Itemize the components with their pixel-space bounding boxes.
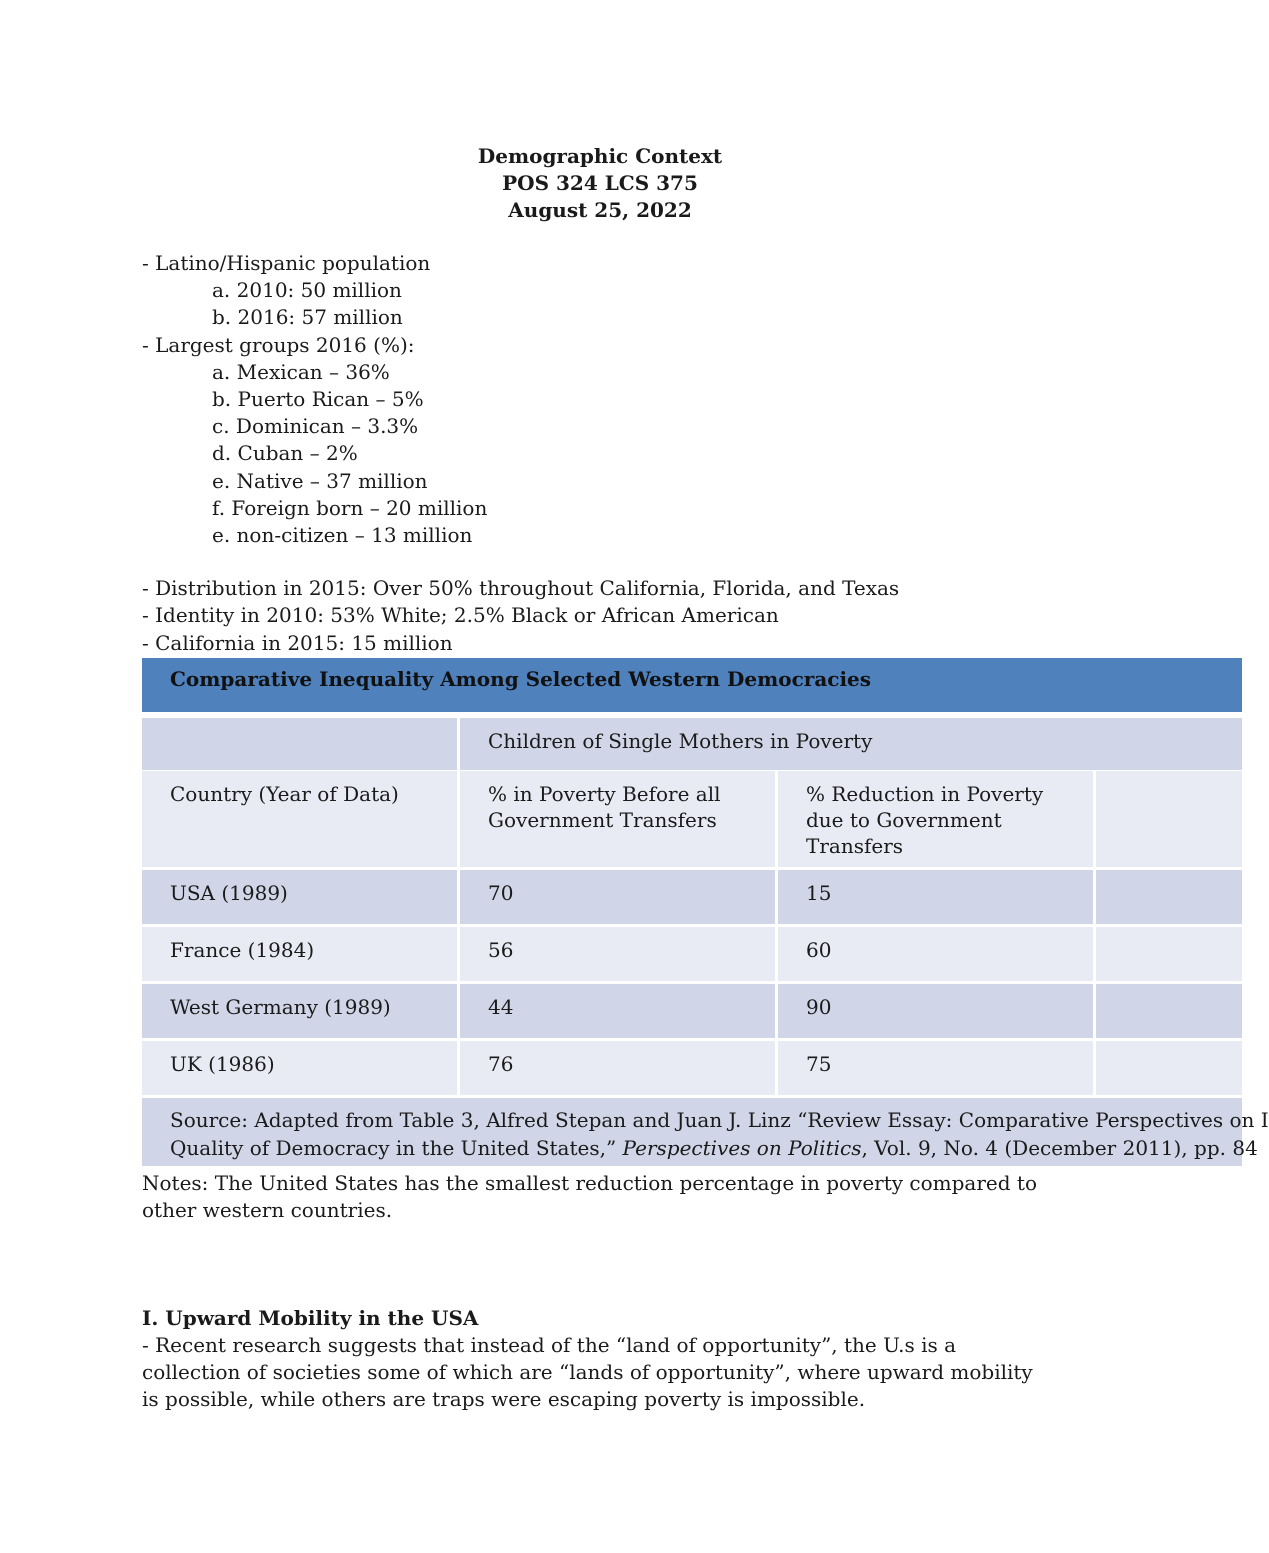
group-item: e. non-citizen – 13 million [212,523,473,548]
country-cell: USA (1989) [142,870,457,924]
source-text: Quality of Democracy in the United States,” [170,1136,617,1160]
source-line: Source: Adapted from Table 3, Alfred Stepan and Juan J. Linz “Review Essay: Comparative Perspectives on I [170,1108,1269,1132]
group-item: c. Dominican – 3.3% [212,414,419,439]
before-cell: 70 [460,870,775,924]
table-column-header-row [142,771,1242,867]
table-row [142,984,1242,1038]
journal-title: Perspectives on Politics [616,1136,862,1160]
table-notes: Notes: The United States has the smallest reduction percentage in poverty compared to other western countries. [142,1171,1037,1222]
group-item: e. Native – 37 million [212,468,428,493]
document-title: Demographic Context [477,144,723,168]
table-row [142,870,1242,924]
column-header-country: Country (Year of Data) [142,771,457,867]
table-cell [1096,984,1242,1038]
table-row [142,927,1242,981]
before-cell: 56 [460,927,775,981]
column-header-before: % in Poverty Before all Government Transfers [460,771,775,867]
course-code: POS 324 LCS 375 [502,171,698,195]
group-item: f. Foreign born – 20 million [212,495,488,520]
reduction-cell: 75 [778,1041,1093,1095]
section-heading: I. Upward Mobility in the USA [142,1306,479,1330]
table-group-header-row [142,718,1242,770]
table-row [142,1041,1242,1095]
bullet-list [142,250,899,657]
population-item: a. 2010: 50 million [212,278,402,303]
country-cell: France (1984) [142,927,457,981]
table-source [142,1098,1269,1166]
table-cell [1096,718,1242,770]
document-date: August 25, 2022 [508,198,692,222]
reduction-cell: 60 [778,927,1093,981]
table-cell [1096,870,1242,924]
table-cell [142,718,457,770]
before-cell: 44 [460,984,775,1038]
group-item: d. Cuban – 2% [212,441,358,466]
before-cell: 76 [460,1041,775,1095]
section-upward-mobility [142,1305,1042,1413]
group-header: Children of Single Mothers in Poverty [460,718,1242,770]
document-header [0,143,1200,224]
source-text: , Vol. 9, No. 4 (December 2011), pp. 84 [861,1136,1258,1160]
table-source-row [142,1098,1269,1166]
table-cell [1096,771,1242,867]
california-line: - California in 2015: 15 million [142,630,453,655]
table-title-row [142,658,1242,712]
table-title: Comparative Inequality Among Selected Western Democracies [170,667,872,691]
group-item: a. Mexican – 36% [212,359,390,384]
reduction-cell: 90 [778,984,1093,1038]
identity-line: - Identity in 2010: 53% White; 2.5% Black or African American [142,603,779,628]
reduction-cell: 15 [778,870,1093,924]
section-body: - Recent research suggests that instead of the “land of opportunity”, the U.s is a collection of societies some of which are “lands of opportunity”, where upward mobility is possible, while others are traps were escaping poverty is impossible. [142,1333,1033,1411]
population-item: b. 2016: 57 million [212,305,403,330]
groups-heading: - Largest groups 2016 (%): [142,332,415,357]
source-line [170,1134,1258,1162]
country-cell: UK (1986) [142,1041,457,1095]
country-cell: West Germany (1989) [142,984,457,1038]
table-cell [1096,1041,1242,1095]
table-cell [1096,927,1242,981]
group-item: b. Puerto Rican – 5% [212,387,424,412]
column-header-reduction: % Reduction in Poverty due to Government Transfers [778,771,1093,867]
population-heading: - Latino/Hispanic population [142,251,431,275]
distribution-line: - Distribution in 2015: Over 50% throughout California, Florida, and Texas [142,576,900,601]
